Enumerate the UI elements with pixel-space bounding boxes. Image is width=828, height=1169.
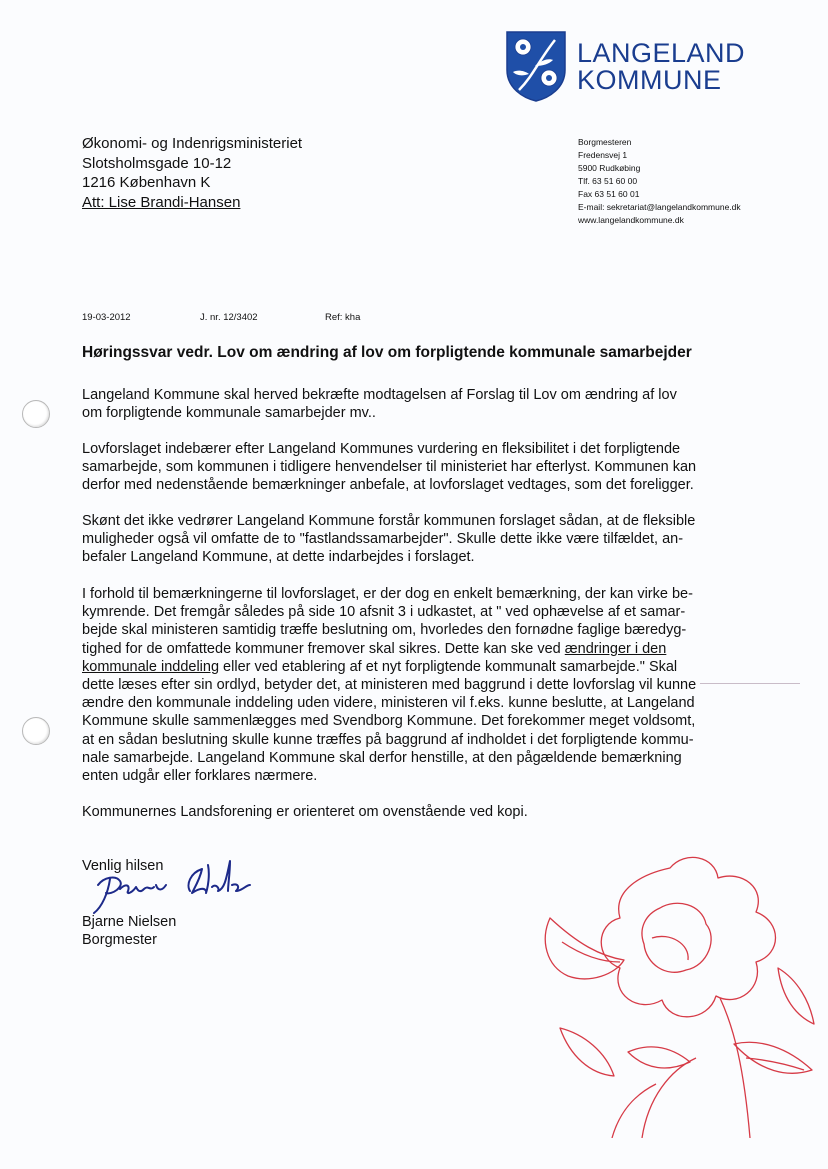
text-line: Skønt det ikke vedrører Langeland Kommune forstår kommunen forslaget sådan, at de fleksible <box>82 513 696 529</box>
paragraph-4 <box>82 585 732 785</box>
underlined-phrase: ændringer i den <box>564 640 667 657</box>
coat-of-arms-icon <box>505 30 567 102</box>
closing-greeting: Venlig hilsen <box>82 858 164 874</box>
punch-hole <box>22 400 50 428</box>
recipient-line: 1216 København K <box>82 174 211 191</box>
text-line: Langeland Kommune skal herved bekræfte modtagelsen af Forslag til Lov om ændring af lov <box>82 387 677 403</box>
text-line: samarbejde, som kommunen i tidligere henvendelser til ministeriet har efterlyst. Kommunen kan <box>82 459 697 476</box>
paragraph-3 <box>82 512 732 567</box>
text-line: dette læses efter sin ordlyd, betyder det, at ministeren med baggrund i dette lovforslag vil kunne <box>82 677 697 694</box>
sender-address <box>578 136 741 227</box>
text-line: enten udgår eller forklares nærmere. <box>82 768 318 785</box>
signer-name: Bjarne Nielsen <box>82 913 177 930</box>
rose-watermark-icon <box>520 848 820 1138</box>
sender-email: E-mail: sekretariat@langelandkommune.dk <box>578 202 741 212</box>
sender-line: Fredensvej 1 <box>578 150 628 160</box>
faint-line <box>700 683 800 684</box>
text-line: nale samarbejde. Langeland Kommune skal derfor henstille, at den pågældende bemærkning <box>82 749 682 766</box>
municipality-logo-text <box>577 40 745 94</box>
text-line: I forhold til bemærkningerne til lovforslaget, er der dog en enkelt bemærkning, der kan virke be- <box>82 586 693 602</box>
text-line: kymrende. Det fremgår således på side 10 afsnit 3 i udkastet, at " ved ophævelse af et samar- <box>82 604 686 621</box>
punch-hole <box>22 717 50 745</box>
signer-title: Borgmester <box>82 932 157 948</box>
recipient-address <box>82 134 302 212</box>
letter-date: 19-03-2012 <box>82 312 131 323</box>
text-line: bejde skal ministeren samtidig træffe beslutning om, hvorledes den fornødne faglige bæredyg- <box>82 622 687 639</box>
text-line <box>82 640 732 658</box>
text-line: Kommune skulle sammenlægges med Svendborg Kommune. Det forekommer meget voldsomt, <box>82 713 696 730</box>
text-line: befaler Langeland Kommune, at dette indarbejdes i forslaget. <box>82 549 475 566</box>
text-line: om forpligtende kommunale samarbejder mv.. <box>82 405 376 422</box>
text-line: Lovforslaget indebærer efter Langeland Kommunes vurdering en fleksibilitet i det forpligtende <box>82 441 681 457</box>
handwritten-signature <box>90 855 265 917</box>
sender-fax: Fax 63 51 60 01 <box>578 189 640 199</box>
journal-number: J. nr. 12/3402 <box>200 312 258 323</box>
sender-phone: Tlf. 63 51 60 00 <box>578 176 638 186</box>
sender-website: www.langelandkommune.dk <box>578 215 684 225</box>
text-line: derfor med nedenstående bemærkninger anbefale, at lovforslaget vedtages, som det foreligger. <box>82 477 694 494</box>
text-line: ændre den kommunale inddeling uden videre, ministeren vil f.eks. kunne beslutte, at Langeland <box>82 695 695 712</box>
paragraph-1 <box>82 386 732 422</box>
text-line <box>82 658 732 676</box>
paragraph-5: Kommunernes Landsforening er orienteret om ovenstående ved kopi. <box>82 804 528 820</box>
recipient-attention: Att: Lise Brandi-Hansen <box>82 193 241 211</box>
sender-line: 5900 Rudkøbing <box>578 163 641 173</box>
logo-line-1: LANGELAND <box>577 38 746 68</box>
text-line: muligheder også vil omfatte de to "fastlandssamarbejder". Skulle dette ikke være tilfældet, an- <box>82 531 684 548</box>
recipient-line: Slotsholmsgade 10-12 <box>82 154 232 172</box>
reference: Ref: kha <box>325 312 361 323</box>
letter-heading: Høringssvar vedr. Lov om ændring af lov om forpligtende kommunale samarbejder <box>82 344 692 361</box>
underlined-phrase: kommunale inddeling <box>82 658 220 675</box>
recipient-line: Økonomi- og Indenrigsministeriet <box>82 135 303 152</box>
text-line: at en sådan beslutning skulle kunne træffes på baggrund af indholdet i det forpligtende kommu- <box>82 731 694 748</box>
text-segment: eller ved etablering af et nyt forpligtende kommunalt samarbejde." Skal <box>219 658 678 675</box>
sender-line: Borgmesteren <box>578 137 632 147</box>
paragraph-2 <box>82 440 732 495</box>
text-segment: tighed for de omfattede kommuner fremover skal sikres. Dette kan ske ved <box>82 640 565 657</box>
logo-line-2: KOMMUNE <box>577 65 722 95</box>
